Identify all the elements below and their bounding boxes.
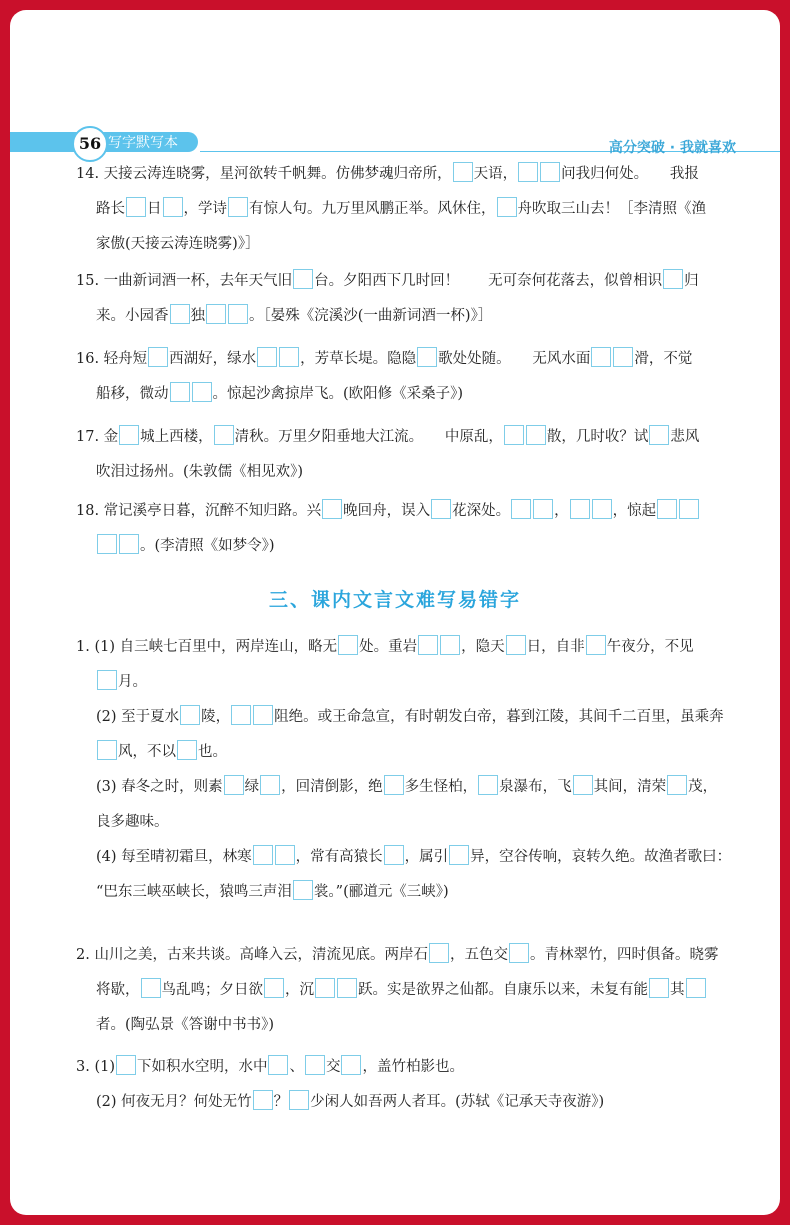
question-text: 其	[670, 982, 685, 998]
answer-box[interactable]	[289, 1090, 309, 1110]
question-text: 18. 常记溪亭日暮，沉醉不知归路。兴	[76, 503, 322, 519]
answer-box[interactable]	[417, 347, 437, 367]
answer-box[interactable]	[97, 670, 117, 690]
question-text: 将歇，	[96, 982, 140, 998]
question-text: 城上西楼，	[140, 429, 213, 445]
question-text: 交	[325, 1059, 341, 1075]
answer-box[interactable]	[228, 197, 248, 217]
answer-box[interactable]	[126, 197, 146, 217]
question-18	[76, 494, 744, 564]
answer-box[interactable]	[649, 425, 669, 445]
question-text: 者。(陶弘景《答谢中书书》)	[96, 1017, 275, 1033]
answer-box[interactable]	[533, 499, 553, 519]
answer-box[interactable]	[570, 499, 590, 519]
answer-box[interactable]	[293, 269, 313, 289]
answer-box[interactable]	[97, 534, 117, 554]
answer-box[interactable]	[119, 534, 139, 554]
question-text: 西湖好，绿水	[169, 351, 257, 367]
answer-box[interactable]	[224, 775, 244, 795]
answer-box[interactable]	[253, 705, 273, 725]
question-text: 阻绝。或王命急宣，有时朝发白帝，暮到江陵，其间千二百里，虽乘奔	[274, 709, 724, 725]
answer-box[interactable]	[253, 1090, 273, 1110]
answer-box[interactable]	[268, 1055, 288, 1075]
question-text: 。青林翠竹，四时俱备。晓雾	[529, 947, 719, 963]
question-text: 15. 一曲新词酒一杯，去年天气旧	[76, 273, 293, 289]
answer-box[interactable]	[192, 382, 212, 402]
question-text: 有惊人句。九万里风鹏正举。风休住，	[249, 201, 496, 217]
answer-box[interactable]	[663, 269, 683, 289]
question-text: 清秋。万里夕阳垂地大江流。 中原乱，	[234, 429, 503, 445]
answer-box[interactable]	[275, 845, 295, 865]
book-title: 写字默写本	[108, 135, 178, 151]
question-text: ？	[273, 1094, 289, 1110]
answer-box[interactable]	[337, 978, 357, 998]
question-text: (3) 春冬之时，则素	[96, 779, 223, 795]
answer-box[interactable]	[279, 347, 299, 367]
question-text: 、	[289, 1059, 304, 1075]
answer-box[interactable]	[338, 635, 358, 655]
question-text: 鸟乱鸣；夕日欲	[161, 982, 263, 998]
question-text: 晚回舟，误入	[343, 503, 431, 519]
question-text: ，隐天	[461, 639, 505, 655]
answer-box[interactable]	[613, 347, 633, 367]
question-text: 。［晏殊《浣溪沙(一曲新词酒一杯)》］	[249, 308, 493, 324]
question-3	[76, 1050, 744, 1120]
answer-box[interactable]	[540, 162, 560, 182]
question-text: ，沉	[285, 982, 314, 998]
answer-box[interactable]	[119, 425, 139, 445]
question-text: ，芳草长堤。隐隐	[300, 351, 417, 367]
question-text: ，常有高猿长	[295, 849, 383, 865]
answer-box[interactable]	[478, 775, 498, 795]
question-text: (2) 何夜无月？何处无竹	[96, 1094, 252, 1110]
answer-box[interactable]	[228, 304, 248, 324]
answer-box[interactable]	[341, 1055, 361, 1075]
question-text: 少闲人如吾两人者耳。(苏轼《记承天寺夜游》)	[310, 1094, 605, 1110]
section-title: 三、课内文言文难写易错字	[268, 589, 521, 611]
question-text: 下如积水空明，水中	[136, 1059, 268, 1075]
question-16	[76, 342, 744, 412]
header-slogan: 高分突破 · 我就喜欢	[608, 140, 736, 156]
answer-box[interactable]	[163, 197, 183, 217]
answer-box[interactable]	[497, 197, 517, 217]
question-text: 日	[147, 201, 162, 217]
question-text: 1. (1) 自三峡七百里中，两岸连山，略无	[76, 639, 338, 655]
answer-box[interactable]	[686, 978, 706, 998]
page-number: 56	[72, 126, 108, 162]
question-text: ，盖竹柏影也。	[362, 1059, 464, 1075]
question-text: 良多趣味。	[96, 814, 169, 830]
answer-box[interactable]	[586, 635, 606, 655]
answer-box[interactable]	[170, 304, 190, 324]
answer-box[interactable]	[253, 845, 273, 865]
question-text: 异，空谷传响，哀转久绝。故渔者歌曰：	[470, 849, 732, 865]
question-text: 茂，	[688, 779, 718, 795]
question-text: 路长	[96, 201, 125, 217]
question-text: (4) 每至晴初霜旦，林寒	[96, 849, 252, 865]
worksheet-page	[10, 10, 780, 1215]
answer-box[interactable]	[257, 347, 277, 367]
answer-box[interactable]	[264, 978, 284, 998]
question-text: 船移，微动	[96, 386, 169, 402]
answer-box[interactable]	[384, 845, 404, 865]
question-text: 花深处。	[452, 503, 511, 519]
answer-box[interactable]	[177, 740, 197, 760]
page-header	[10, 122, 780, 162]
answer-box[interactable]	[526, 425, 546, 445]
answer-box[interactable]	[141, 978, 161, 998]
question-text: 问我归何处。 我报	[561, 166, 699, 182]
question-text: ，惊起	[612, 503, 657, 519]
question-text: “巴东三峡巫峡长，猿鸣三声泪	[96, 884, 292, 900]
question-text: 归	[684, 273, 699, 289]
question-text: ，属引	[404, 849, 449, 865]
answer-box[interactable]	[180, 705, 200, 725]
question-text: 家傲(天接云涛连晓雾)》］	[96, 236, 260, 252]
question-text: 吹泪过扬州。(朱敦儒《相见欢》)	[96, 464, 304, 480]
question-text: 17. 金	[76, 429, 119, 445]
answer-box[interactable]	[573, 775, 593, 795]
question-text: 3. (1)	[76, 1059, 115, 1075]
question-text: ，回清倒影，绝	[281, 779, 383, 795]
question-15	[76, 264, 744, 334]
answer-box[interactable]	[657, 499, 677, 519]
question-text: 陵，	[201, 709, 231, 725]
answer-box[interactable]	[293, 880, 313, 900]
answer-box[interactable]	[214, 425, 234, 445]
question-text: 日，自非	[526, 639, 585, 655]
answer-box[interactable]	[418, 635, 438, 655]
answer-box[interactable]	[384, 775, 404, 795]
answer-box[interactable]	[440, 635, 460, 655]
question-text: 泉瀑布，飞	[499, 779, 572, 795]
question-text: 散，几时收？试	[546, 429, 649, 445]
question-text: 跃。实是欲界之仙都。自康乐以来，未复有能	[358, 982, 648, 998]
question-text: 歌处处随。 无风水面	[438, 351, 591, 367]
question-text: 风，不以	[118, 744, 176, 760]
answer-box[interactable]	[506, 635, 526, 655]
question-17	[76, 420, 744, 490]
question-1	[76, 630, 744, 910]
answer-box[interactable]	[518, 162, 538, 182]
answer-box[interactable]	[231, 705, 251, 725]
answer-box[interactable]	[667, 775, 687, 795]
question-text: 2. 山川之美，古来共谈。高峰入云，清流见底。两岸石	[76, 947, 428, 963]
answer-box[interactable]	[97, 740, 117, 760]
answer-box[interactable]	[116, 1055, 136, 1075]
question-text: 14. 天接云涛连晓雾，星河欲转千帆舞。仿佛梦魂归帝所，	[76, 166, 452, 182]
question-text: 。惊起沙禽掠岸飞。(欧阳修《采桑子》)	[212, 386, 464, 402]
question-text: (2) 至于夏水	[96, 709, 180, 725]
question-2	[76, 938, 744, 1043]
question-text: 其间，清荣	[593, 779, 667, 795]
question-text: 天语，	[473, 166, 518, 182]
answer-box[interactable]	[315, 978, 335, 998]
answer-box[interactable]	[431, 499, 451, 519]
question-text: 处。重岩	[359, 639, 418, 655]
answer-box[interactable]	[148, 347, 168, 367]
answer-box[interactable]	[305, 1055, 325, 1075]
question-14	[76, 157, 744, 262]
question-text: ，	[554, 503, 569, 519]
question-text: 16. 轻舟短	[76, 351, 148, 367]
question-text: 悲风	[670, 429, 700, 445]
question-text: 。(李清照《如梦令》)	[140, 538, 275, 554]
answer-box[interactable]	[649, 978, 669, 998]
answer-box[interactable]	[449, 845, 469, 865]
question-text: 舟吹取三山去！［李清照《渔	[517, 201, 706, 217]
question-text: 月。	[118, 674, 147, 690]
answer-box[interactable]	[429, 943, 449, 963]
answer-box[interactable]	[504, 425, 524, 445]
answer-box[interactable]	[679, 499, 699, 519]
question-text: ，学诗	[183, 201, 227, 217]
question-text: 绿	[244, 779, 260, 795]
answer-box[interactable]	[260, 775, 280, 795]
answer-box[interactable]	[453, 162, 473, 182]
answer-box[interactable]	[592, 499, 612, 519]
question-text: ，五色交	[449, 947, 508, 963]
question-text: 台。夕阳西下几时回！ 无可奈何花落去，似曾相识	[314, 273, 663, 289]
question-text: 来。小园香	[96, 308, 169, 324]
question-text: 也。	[198, 744, 227, 760]
answer-box[interactable]	[170, 382, 190, 402]
question-text: 独	[190, 308, 205, 324]
answer-box[interactable]	[322, 499, 342, 519]
question-text: 滑，不觉	[634, 351, 693, 367]
question-text: 裳。”(郦道元《三峡》)	[313, 884, 449, 900]
question-text: 多生怪柏，	[404, 779, 478, 795]
answer-box[interactable]	[591, 347, 611, 367]
question-text: 午夜分，不见	[606, 639, 694, 655]
answer-box[interactable]	[206, 304, 226, 324]
answer-box[interactable]	[509, 943, 529, 963]
answer-box[interactable]	[511, 499, 531, 519]
